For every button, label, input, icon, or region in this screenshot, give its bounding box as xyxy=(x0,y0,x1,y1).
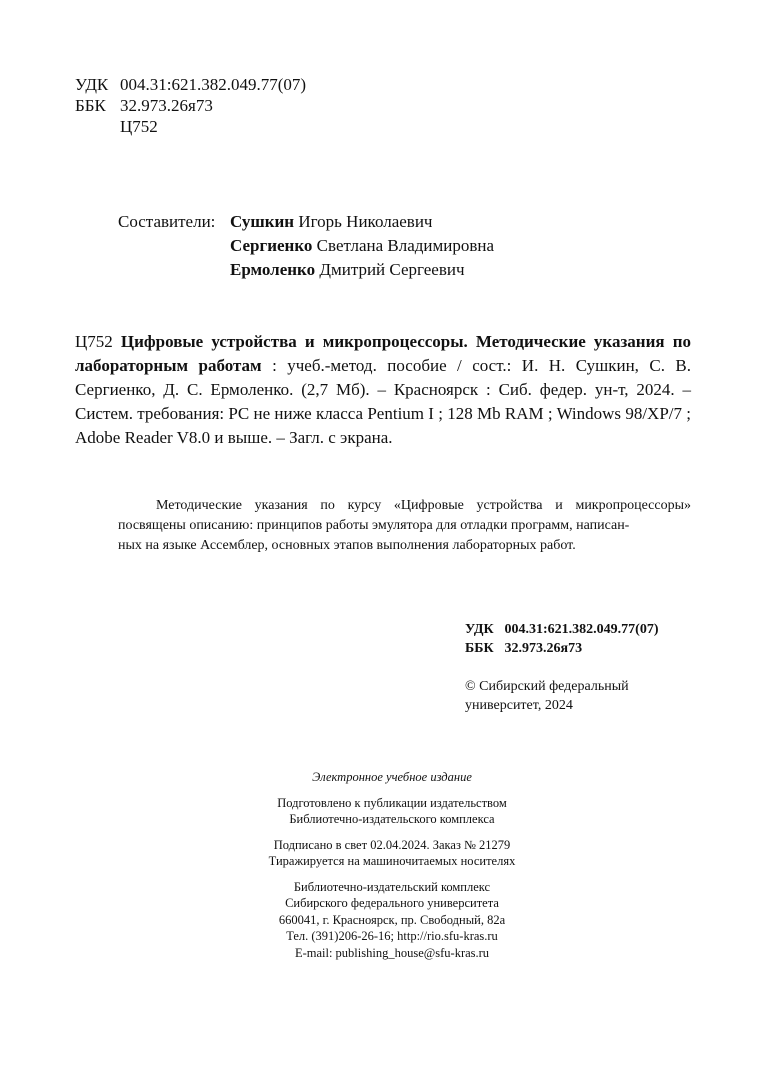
copyright-line: университет, 2024 xyxy=(465,698,573,713)
email-line: E-mail: publishing_house@sfu-kras.ru xyxy=(294,945,490,960)
udc-label: УДК xyxy=(465,622,494,637)
signed-line: Подписано в свет 02.04.2024. Заказ № 21279 xyxy=(273,837,511,852)
bibliographic-record xyxy=(75,330,691,450)
bbk-row xyxy=(75,95,306,116)
udc-summary xyxy=(465,620,659,658)
phone-line: Тел. (391)206-26-16; http://rio.sfu-kras.ru xyxy=(286,929,498,943)
udc-summary-row xyxy=(465,620,659,639)
copyright-notice xyxy=(465,677,629,715)
compilers-block xyxy=(118,210,494,282)
address-line: 660041, г. Красноярск, пр. Свободный, 82а xyxy=(278,912,506,927)
compiler-name xyxy=(118,258,494,282)
colophon xyxy=(200,769,584,961)
udc-label: УДК xyxy=(75,75,109,94)
compiler-given: Светлана Владимировна xyxy=(312,236,495,255)
author-mark: Ц752 xyxy=(120,117,158,136)
compiler-name xyxy=(118,234,494,258)
compiler-surname: Сергиенко xyxy=(230,236,313,255)
abstract-paragraph-end: ных на языке Ассемблер, основных этапов выполнения лабораторных работ. xyxy=(118,538,576,553)
bbk-value: 32.973.26я73 xyxy=(120,96,213,115)
udc-row xyxy=(75,74,306,95)
bbk-value: 32.973.26я73 xyxy=(504,641,583,656)
replication-line: Тиражируется на машиночитаемых носителях xyxy=(268,854,516,868)
classification-block xyxy=(75,74,306,137)
udc-value: 004.31:621.382.049.77(07) xyxy=(120,75,307,94)
bibliographic-code: Ц752 xyxy=(75,332,113,351)
udc-value: 004.31:621.382.049.77(07) xyxy=(504,622,659,637)
book-title: Цифровые устройства и микропроцессоры. Методические указания по лабораторным работам xyxy=(75,332,692,375)
abstract-paragraph: Методические указания по курсу «Цифровые устройства и микропроцессоры» посвящены описанию: принципов работы эмулятора для отладки программ, написан- xyxy=(118,498,691,533)
compiler-given: Игорь Николаевич xyxy=(294,212,433,231)
bbk-label: ББК xyxy=(75,96,106,115)
compiler-surname: Сушкин xyxy=(230,212,295,231)
compiler-surname: Ермоленко xyxy=(230,260,316,279)
compilers-label: Составители: xyxy=(118,212,216,231)
publisher-line: Библиотечно-издательский комплекс xyxy=(293,879,491,894)
prepared-line: Библиотечно-издательского комплекса xyxy=(289,812,495,826)
bibliographic-details: : учеб.-метод. пособие / сост.: И. Н. Сушкин, С. В. Сергиенко, Д. С. Ермоленко. (2,7 Мб). – Красноярск : Сиб. федер. ун-т, 2024. – Систем. требования: PC не ниже класса Pentium I ; 128 Mb RAM ; Windows 98/XP/7 ; Adobe Reader V8.0 и выше. – Загл. с экрана. xyxy=(75,356,691,447)
copyright-line: © Сибирский федеральный xyxy=(465,679,629,694)
compiler-given: Дмитрий Сергеевич xyxy=(315,260,465,279)
compiler-name xyxy=(230,210,432,234)
bbk-label: ББК xyxy=(465,641,494,656)
edition-type: Электронное учебное издание xyxy=(312,770,472,784)
compiler-row xyxy=(118,210,494,234)
publisher-line: Сибирского федерального университета xyxy=(285,896,499,910)
prepared-line: Подготовлено к публикации издательством xyxy=(277,795,507,810)
bbk-summary-row xyxy=(465,639,659,658)
